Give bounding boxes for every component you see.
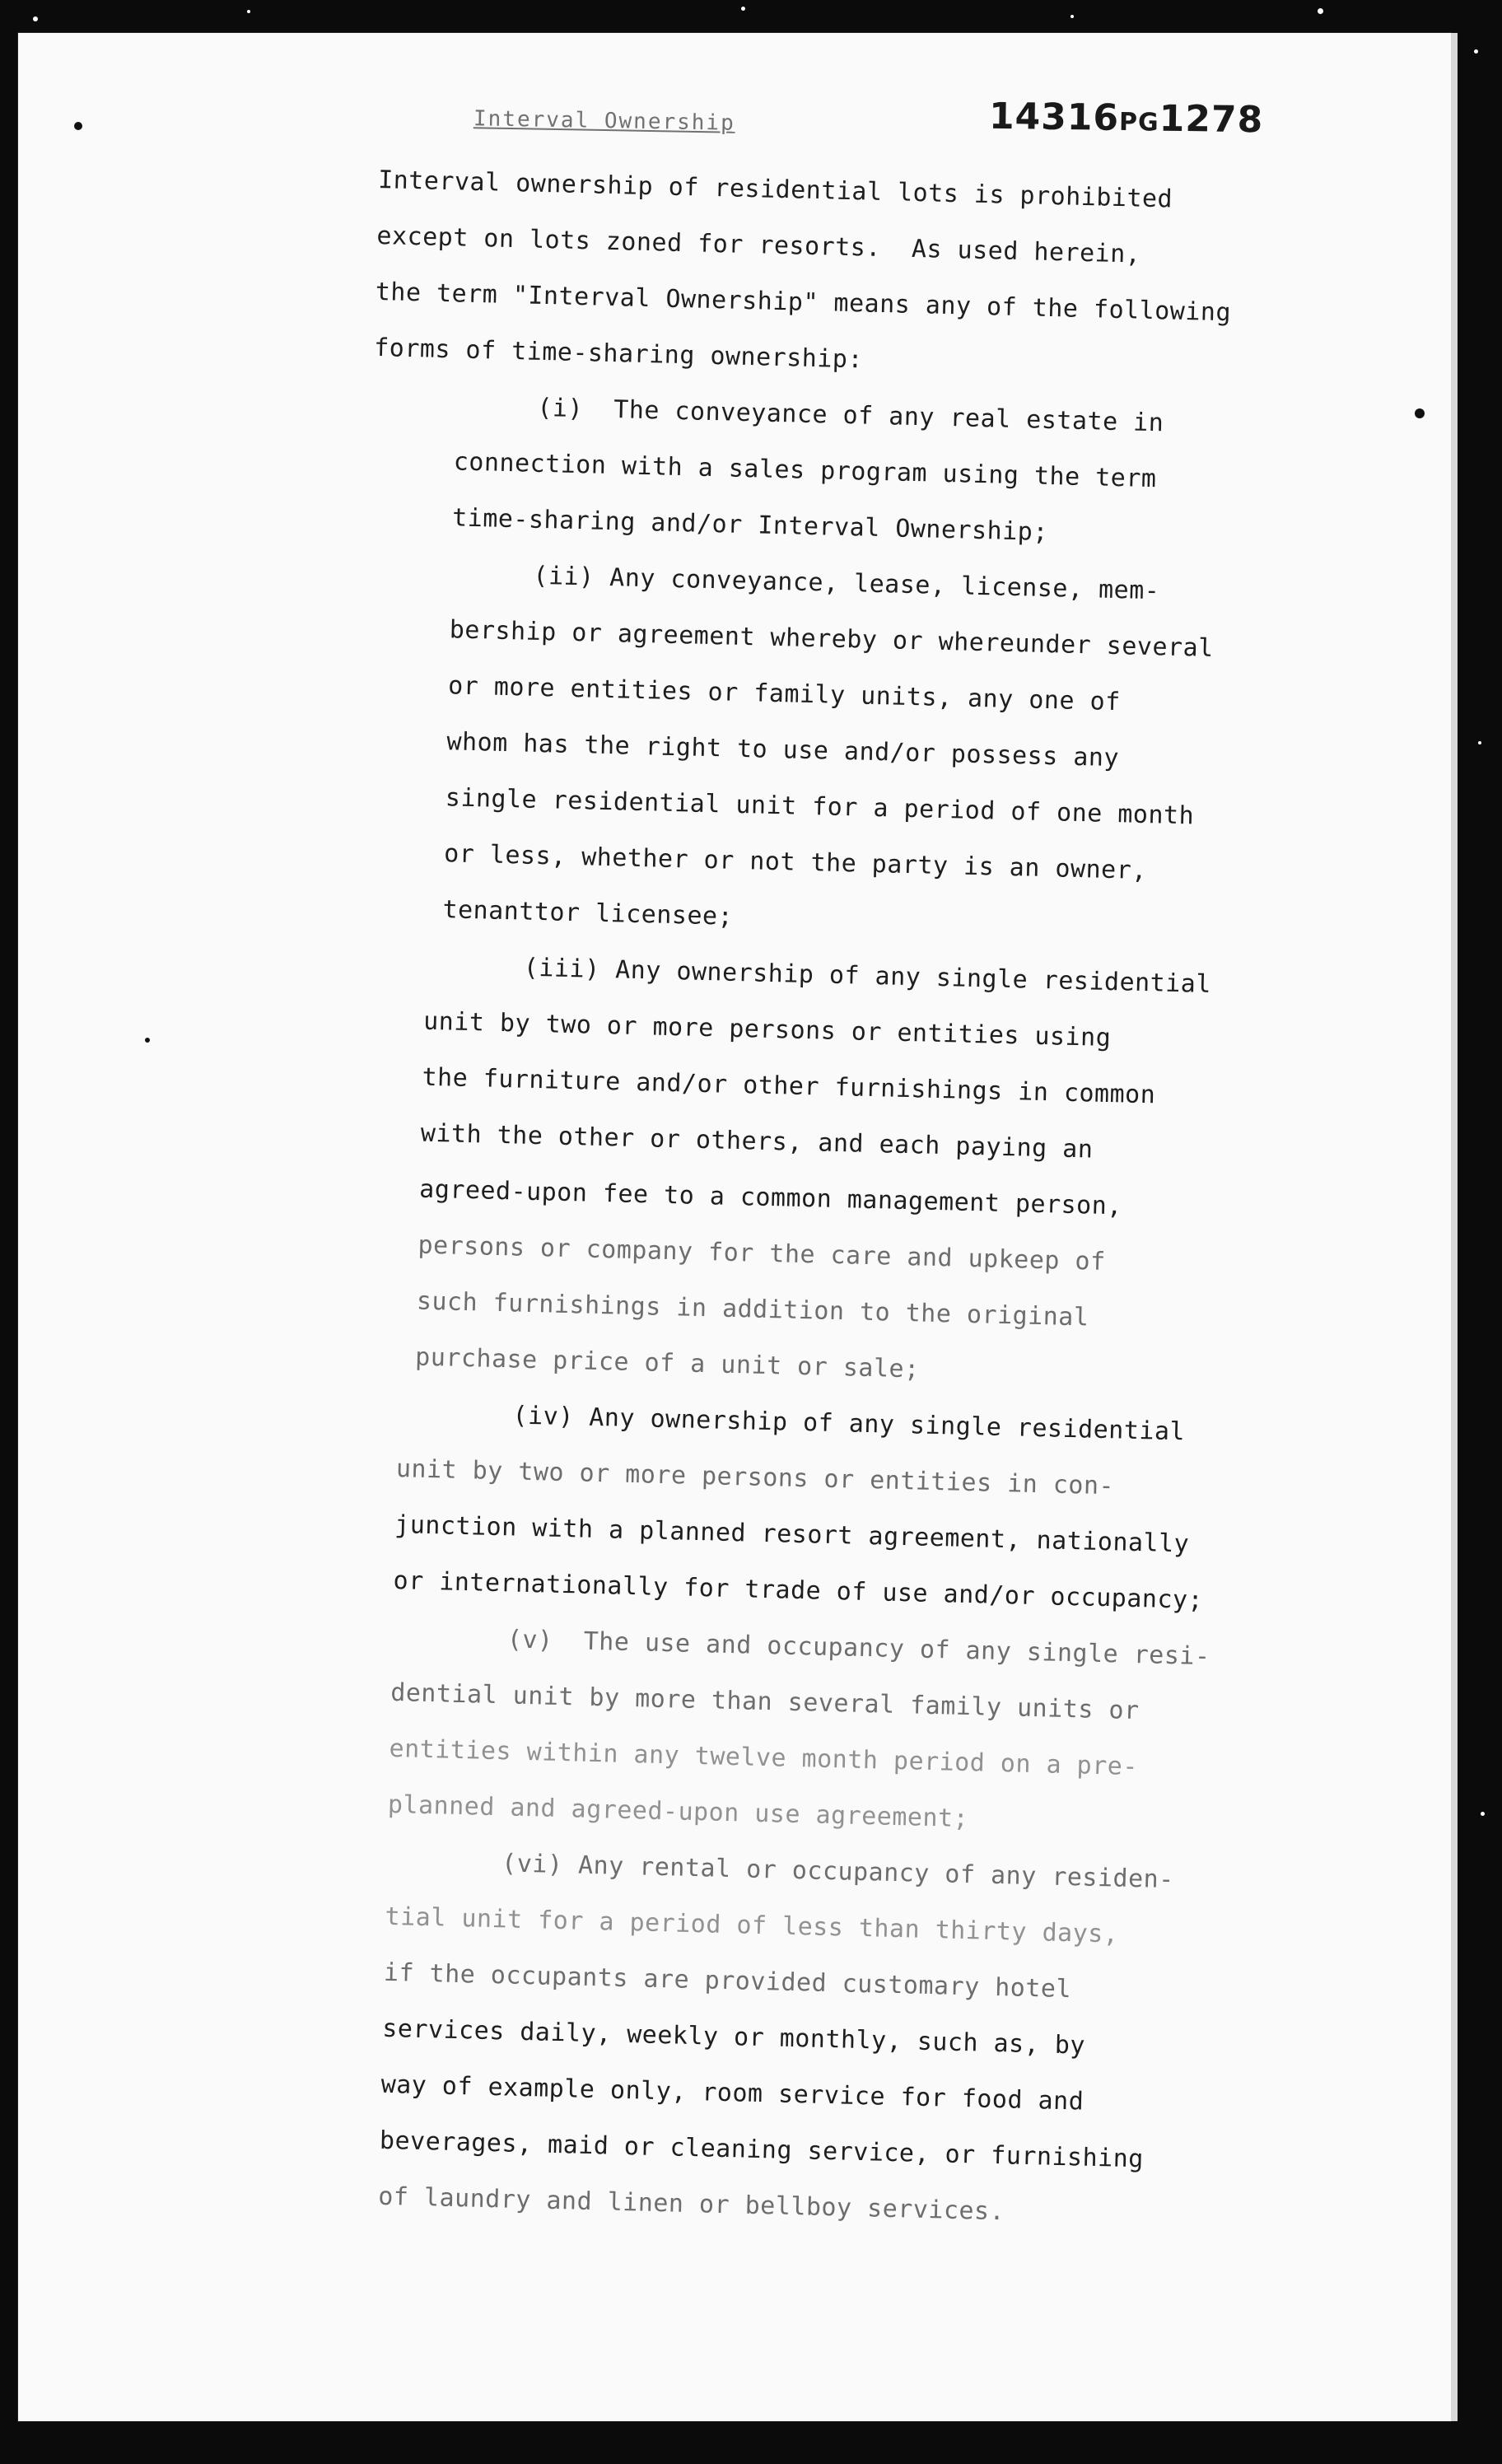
text-line: beverages, maid or cleaning service, or furnishing [379, 2126, 1145, 2174]
record-number [984, 96, 1264, 142]
scan-speck [74, 122, 82, 130]
text-line: persons or company for the care and upkeep of [417, 1230, 1107, 1276]
text-line: (v) The use and occupancy of any single resi- [506, 1625, 1210, 1672]
text-line: the term "Interval Ownership" means any of the following [375, 277, 1232, 328]
record-page-label: PG [1118, 107, 1159, 138]
clause-v [338, 1608, 1331, 1855]
text-line: unit by two or more persons or entities in con- [395, 1454, 1115, 1501]
scan-speck [145, 1038, 150, 1043]
page-edge [1451, 33, 1458, 2421]
text-line: whom has the right to use and/or possess any [446, 727, 1120, 773]
text-line: (ii) Any conveyance, lease, license, mem- [533, 561, 1160, 606]
text-line: with the other or others, and each paying an [420, 1118, 1094, 1164]
text-line: dential unit by more than several family units or [389, 1678, 1140, 1726]
text-line: except on lots zoned for resorts. As used herein, [376, 221, 1141, 269]
scan-speck [1415, 408, 1425, 418]
document-body [329, 152, 1367, 2248]
clause-iii [348, 936, 1347, 1408]
text-line: single residential unit for a period of one month [445, 783, 1195, 831]
record-page-number: 1278 [1159, 97, 1264, 142]
text-line: unit by two or more persons or entities using [422, 1006, 1112, 1053]
text-line: the furniture and/or other furnishings in common [422, 1062, 1156, 1110]
text-line: purchase price of a unit or sale; [414, 1342, 921, 1384]
section-header: Interval Ownership [473, 106, 736, 136]
text-line: (iii) Any ownership of any single residential [523, 953, 1212, 999]
clause-vi [329, 1832, 1326, 2247]
text-line: or more entities or family units, any one of [447, 671, 1122, 717]
text-line: if the occupants are provided customary hotel [383, 1958, 1072, 2004]
clause-i [369, 376, 1361, 568]
text-line: (i) The conveyance of any real estate in [537, 393, 1164, 438]
text-line: connection with a sales program using the term [453, 447, 1157, 494]
intro-paragraph [373, 152, 1366, 400]
text-line: (iv) Any ownership of any single residential [512, 1401, 1186, 1447]
clause-ii [360, 544, 1357, 960]
text-line: forms of time-sharing ownership: [373, 333, 864, 375]
text-line: agreed-upon fee to a common management person, [418, 1174, 1123, 1221]
text-line: Interval ownership of residential lots is prohibited [377, 165, 1173, 214]
text-line: tenanttor licensee; [442, 895, 734, 931]
text-line: junction with a planned resort agreement, nationally [394, 1510, 1190, 1559]
text-line: entities within any twelve month period on a pre- [389, 1734, 1139, 1782]
text-line: such furnishings in addition to the original [416, 1286, 1089, 1332]
clause-iv [343, 1384, 1336, 1632]
text-line: services daily, weekly or monthly, such as, by [381, 2014, 1086, 2060]
record-book-number: 14316 [988, 95, 1120, 139]
text-line: planned and agreed-upon use agreement; [387, 1790, 969, 1834]
text-line: or internationally for trade of use and/or occupancy; [393, 1566, 1204, 1615]
text-line: (vi) Any rental or occupancy of any residen- [501, 1849, 1175, 1895]
text-line: bership or agreement whereby or whereunder several [449, 615, 1215, 663]
text-line: or less, whether or not the party is an owner, [443, 839, 1148, 886]
text-line: tial unit for a period of less than thirty days, [385, 1902, 1119, 1949]
text-line: time-sharing and/or Interval Ownership; [451, 503, 1049, 547]
text-line: way of example only, room service for food and [380, 2070, 1085, 2116]
text-line: of laundry and linen or bellboy services. [377, 2182, 1005, 2227]
